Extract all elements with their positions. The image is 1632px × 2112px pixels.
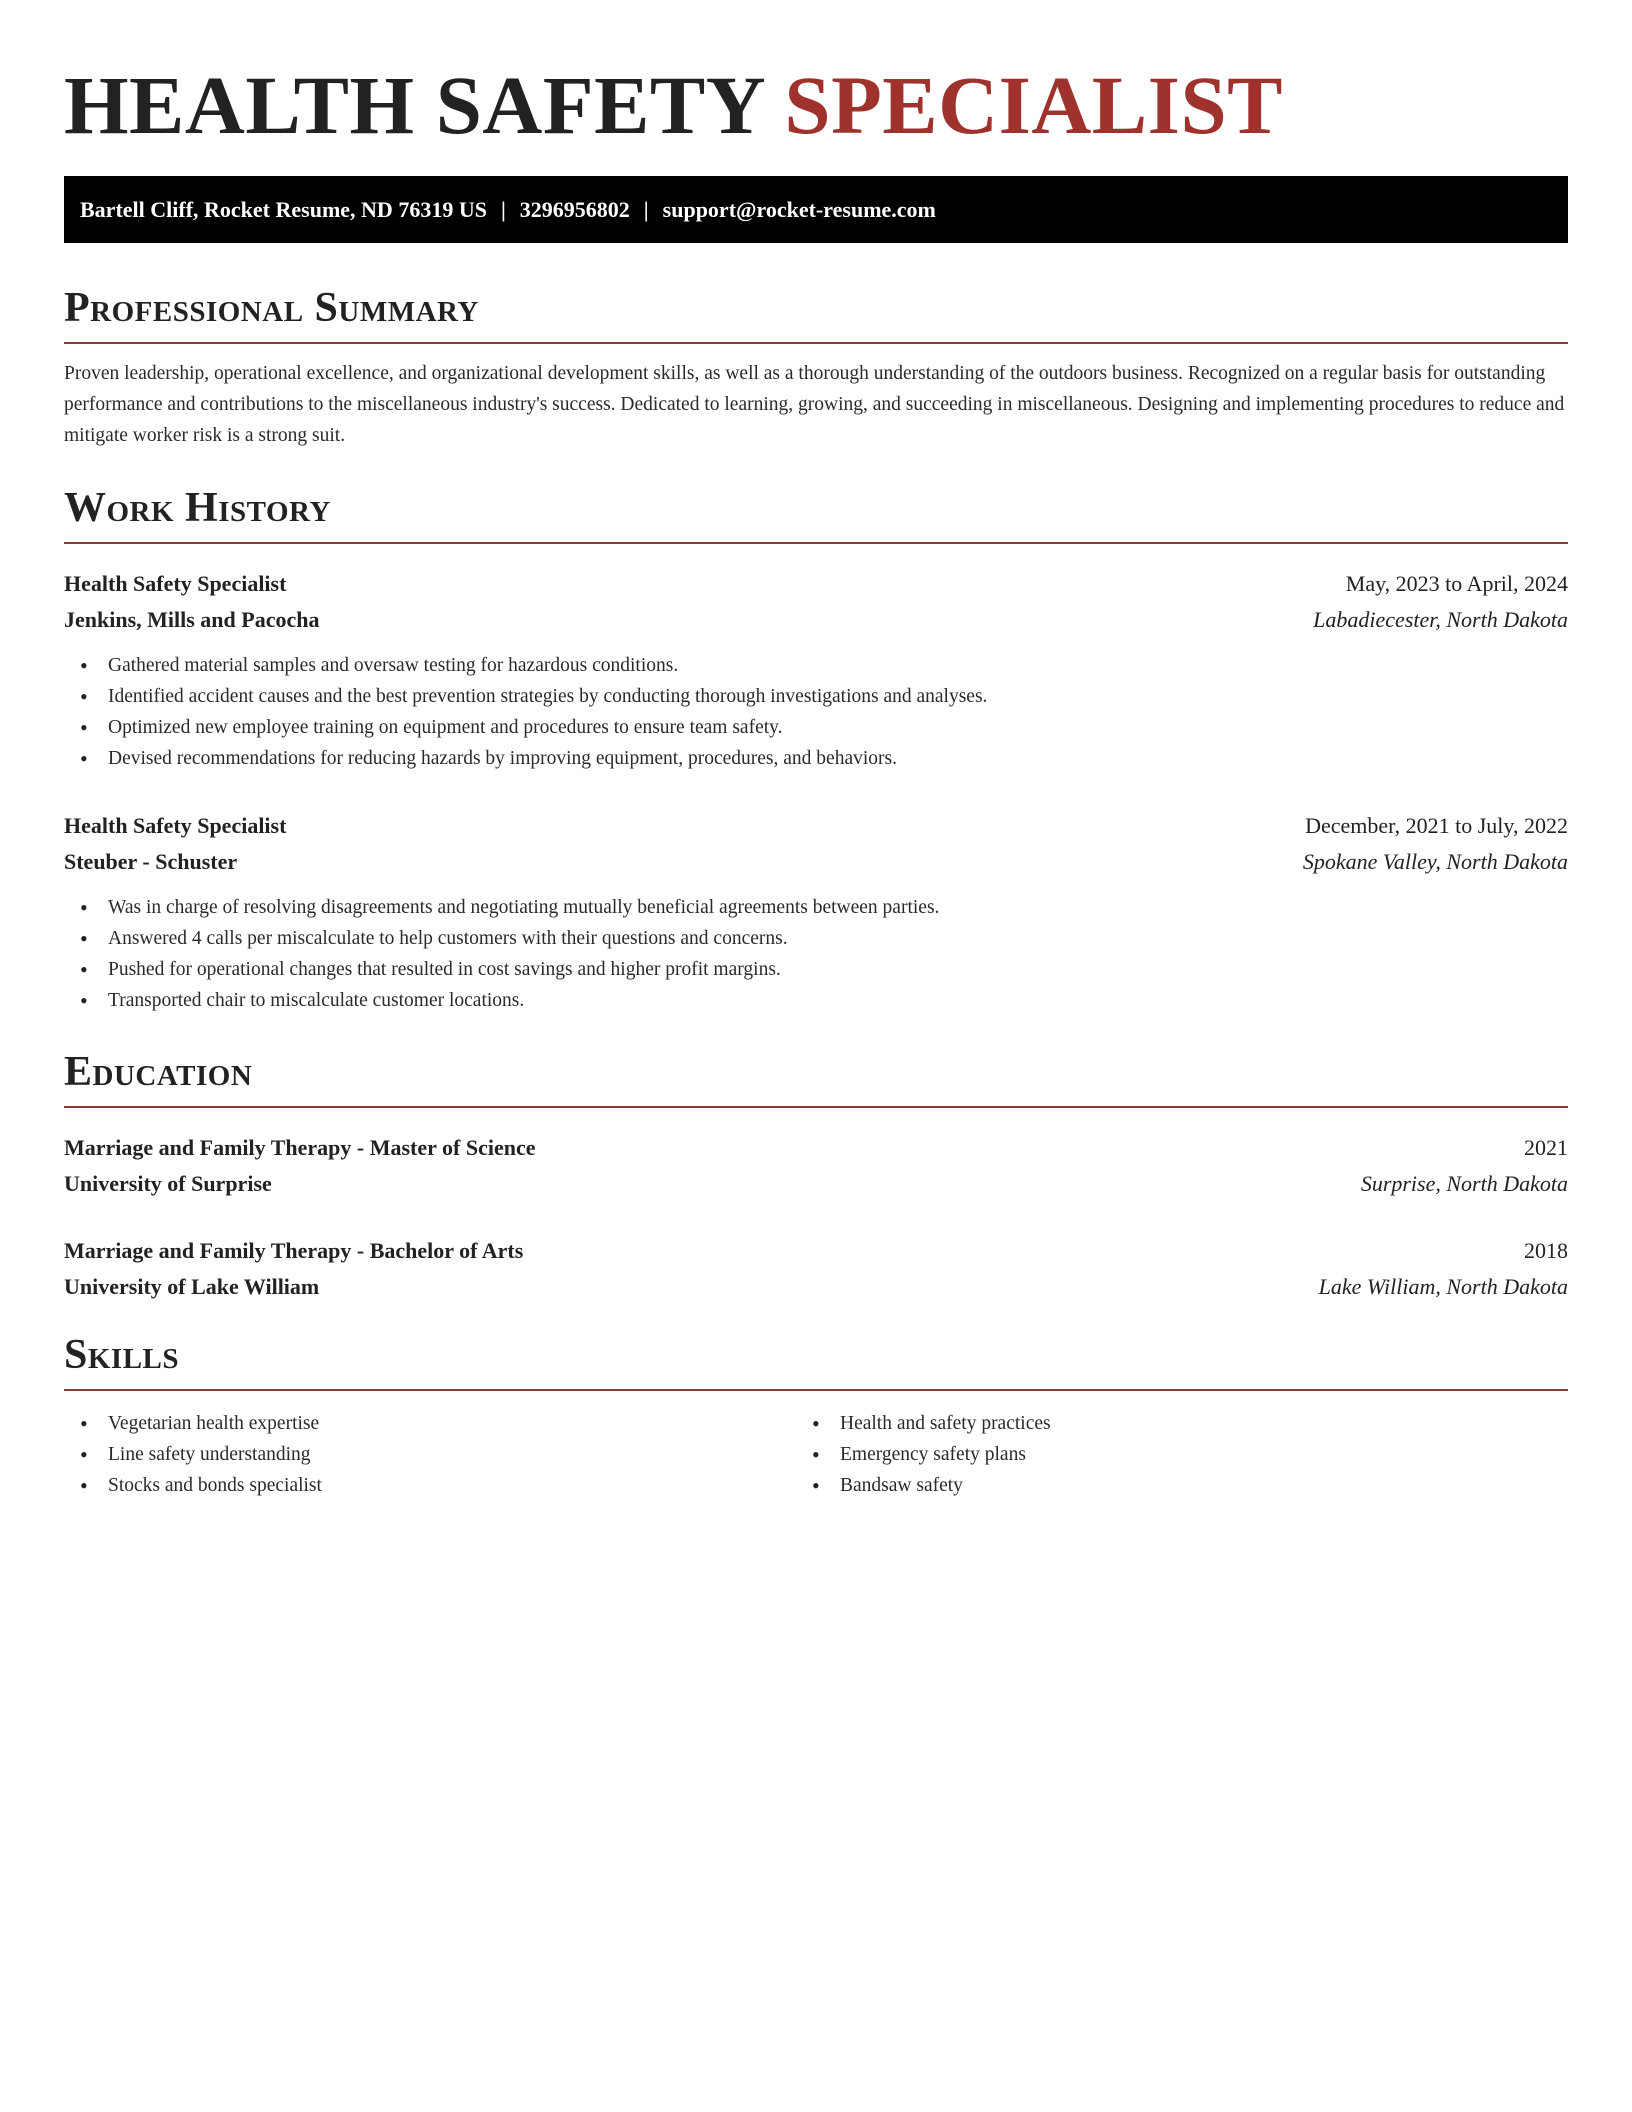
- job-company-row: [64, 602, 1568, 638]
- skill-item: • Stocks and bonds specialist: [64, 1470, 804, 1501]
- summary-section: [64, 282, 1568, 451]
- job-bullet: • Was in charge of resolving disagreements and negotiating mutually beneficial agreements between parties.: [64, 892, 1568, 923]
- school-name: University of Lake William: [64, 1274, 320, 1299]
- job-dates: May, 2023 to April, 2024: [1345, 571, 1568, 596]
- education-heading: Education: [64, 1046, 1568, 1108]
- degree-year: 2021: [1524, 1135, 1568, 1160]
- school-location: Lake William, North Dakota: [1318, 1274, 1568, 1299]
- job-bullet: • Identified accident causes and the best prevention strategies by conducting thorough investigations and analyses.: [64, 681, 1568, 712]
- job-bullets: [64, 892, 1568, 1016]
- job-company: Jenkins, Mills and Pacocha: [64, 607, 320, 632]
- degree-row: [64, 1233, 1568, 1269]
- contact-address: Bartell Cliff, Rocket Resume, ND 76319 US: [80, 197, 487, 222]
- skill-item: • Vegetarian health expertise: [64, 1408, 804, 1439]
- education-section: [64, 1046, 1568, 1108]
- degree-year: 2018: [1524, 1238, 1568, 1263]
- job-bullets: [64, 650, 1568, 774]
- school-name: University of Surprise: [64, 1171, 272, 1196]
- contact-bar: [64, 176, 1568, 243]
- job-entry: [64, 566, 1568, 774]
- skill-item: • Health and safety practices: [796, 1408, 1536, 1439]
- job-bullet: • Optimized new employee training on equipment and procedures to ensure team safety.: [64, 712, 1568, 743]
- skills-heading: Skills: [64, 1329, 1568, 1391]
- contact-separator: |: [500, 197, 506, 222]
- summary-text: Proven leadership, operational excellence, and organizational development skills, as well as a thorough understanding of the outdoors business. Recognized on a regular basis for outstanding performance and contributions to the miscellaneous industry's success. Dedicated to learning, growing, and succeeding in miscellaneous. Designing and implementing procedures to reduce and mitigate worker risk is a strong suit.: [64, 363, 1565, 446]
- work-history-section: [64, 482, 1568, 544]
- degree-title: Marriage and Family Therapy - Master of Science: [64, 1135, 536, 1160]
- job-bullet: • Devised recommendations for reducing hazards by improving equipment, procedures, and behaviors.: [64, 743, 1568, 774]
- work-history-heading: Work History: [64, 482, 1568, 544]
- contact-separator: |: [643, 197, 649, 222]
- skills-column-right: [796, 1408, 1536, 1501]
- degree-row: [64, 1130, 1568, 1166]
- title-main: HEALTH SAFETY: [64, 59, 764, 151]
- skills-list-right: [796, 1408, 1536, 1501]
- job-bullet: • Answered 4 calls per miscalculate to help customers with their questions and concerns.: [64, 923, 1568, 954]
- skills-list-left: [64, 1408, 804, 1501]
- job-title-row: [64, 566, 1568, 602]
- skill-item: • Line safety understanding: [64, 1439, 804, 1470]
- job-entry: [64, 808, 1568, 1016]
- summary-heading: Professional Summary: [64, 282, 1568, 344]
- job-title: Health Safety Specialist: [64, 571, 287, 596]
- job-company-row: [64, 844, 1568, 880]
- school-row: [64, 1166, 1568, 1202]
- school-row: [64, 1269, 1568, 1305]
- school-location: Surprise, North Dakota: [1360, 1171, 1568, 1196]
- job-title: Health Safety Specialist: [64, 813, 287, 838]
- education-entry: [64, 1233, 1568, 1305]
- resume-title: [64, 58, 1283, 152]
- job-bullet: • Transported chair to miscalculate customer locations.: [64, 985, 1568, 1016]
- degree-title: Marriage and Family Therapy - Bachelor of Arts: [64, 1238, 524, 1263]
- job-location: Labadiecester, North Dakota: [1313, 607, 1568, 632]
- contact-email[interactable]: support@rocket-resume.com: [662, 197, 936, 222]
- job-bullet: • Pushed for operational changes that resulted in cost savings and higher profit margins.: [64, 954, 1568, 985]
- job-location: Spokane Valley, North Dakota: [1302, 849, 1568, 874]
- job-title-row: [64, 808, 1568, 844]
- skill-item: • Emergency safety plans: [796, 1439, 1536, 1470]
- skills-section: [64, 1329, 1568, 1391]
- education-entry: [64, 1130, 1568, 1202]
- job-bullet: • Gathered material samples and oversaw testing for hazardous conditions.: [64, 650, 1568, 681]
- contact-phone: 3296956802: [519, 197, 630, 222]
- skills-column-left: [64, 1408, 804, 1501]
- job-company: Steuber - Schuster: [64, 849, 238, 874]
- skill-item: • Bandsaw safety: [796, 1470, 1536, 1501]
- job-dates: December, 2021 to July, 2022: [1305, 813, 1568, 838]
- title-accent: SPECIALIST: [784, 59, 1283, 151]
